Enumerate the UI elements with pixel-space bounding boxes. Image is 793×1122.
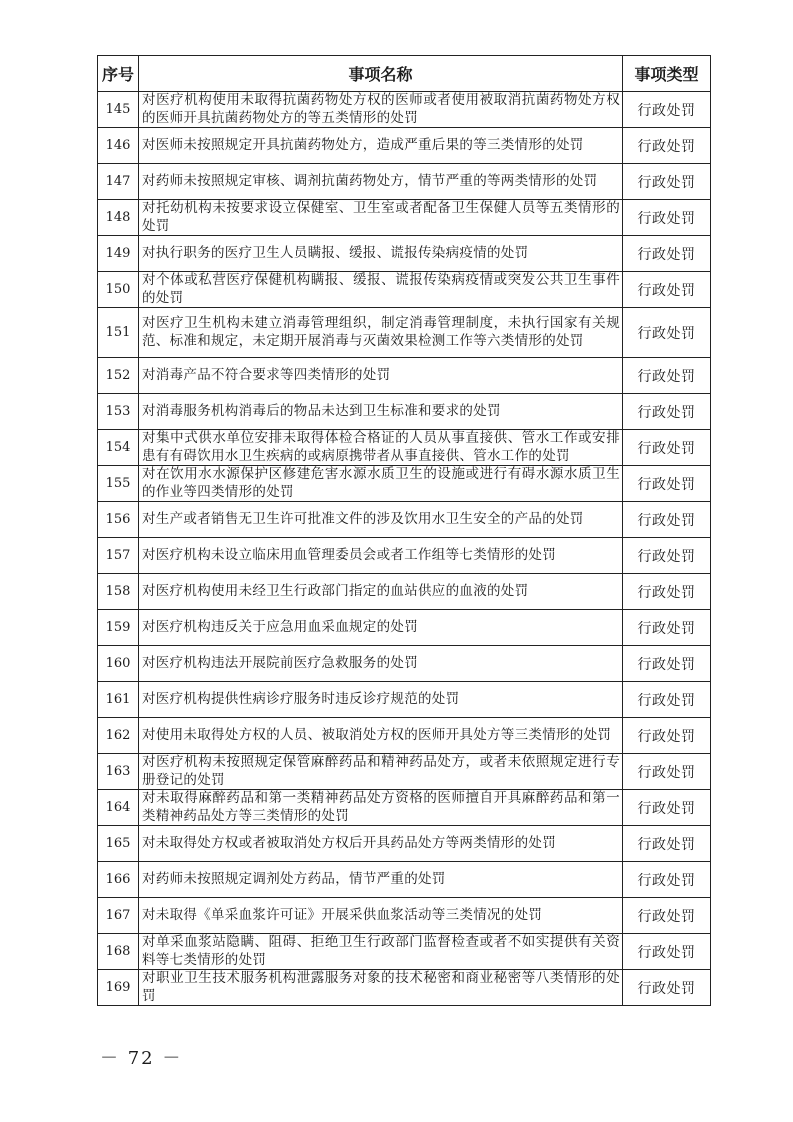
row-type: 行政处罚	[623, 934, 711, 970]
table-row	[98, 934, 711, 970]
row-number: 153	[98, 394, 139, 430]
table-row	[98, 610, 711, 646]
row-number: 163	[98, 754, 139, 790]
row-number: 168	[98, 934, 139, 970]
row-name: 对执行职务的医疗卫生人员瞒报、缓报、谎报传染病疫情的处罚	[139, 236, 623, 272]
row-type: 行政处罚	[623, 272, 711, 308]
row-type: 行政处罚	[623, 308, 711, 358]
table-row	[98, 92, 711, 128]
row-name: 对生产或者销售无卫生许可批准文件的涉及饮用水卫生安全的产品的处罚	[139, 502, 623, 538]
row-type: 行政处罚	[623, 682, 711, 718]
row-name: 对药师未按照规定审核、调剂抗菌药物处方，情节严重的等两类情形的处罚	[139, 164, 623, 200]
row-type: 行政处罚	[623, 128, 711, 164]
row-name: 对使用未取得处方权的人员、被取消处方权的医师开具处方等三类情形的处罚	[139, 718, 623, 754]
row-type: 行政处罚	[623, 646, 711, 682]
header-number: 序号	[98, 56, 139, 92]
row-number: 145	[98, 92, 139, 128]
row-type: 行政处罚	[623, 164, 711, 200]
table-row	[98, 308, 711, 358]
row-type: 行政处罚	[623, 538, 711, 574]
row-name: 对医疗机构违反关于应急用血采血规定的处罚	[139, 610, 623, 646]
row-number: 167	[98, 898, 139, 934]
table-row	[98, 646, 711, 682]
row-type: 行政处罚	[623, 236, 711, 272]
row-number: 146	[98, 128, 139, 164]
row-number: 162	[98, 718, 139, 754]
row-name: 对消毒产品不符合要求等四类情形的处罚	[139, 358, 623, 394]
row-name: 对医疗机构提供性病诊疗服务时违反诊疗规范的处罚	[139, 682, 623, 718]
row-name: 对医疗机构未按照规定保管麻醉药品和精神药品处方，或者未依照规定进行专册登记的处罚	[139, 754, 623, 790]
row-name: 对医疗机构违法开展院前医疗急救服务的处罚	[139, 646, 623, 682]
table-body	[98, 92, 711, 1006]
table-row	[98, 898, 711, 934]
row-number: 147	[98, 164, 139, 200]
row-name: 对未取得麻醉药品和第一类精神药品处方资格的医师擅自开具麻醉药品和第一类精神药品处方等三类情形的处罚	[139, 790, 623, 826]
items-table	[97, 55, 711, 1006]
row-number: 169	[98, 970, 139, 1006]
row-type: 行政处罚	[623, 574, 711, 610]
row-number: 165	[98, 826, 139, 862]
table-row	[98, 826, 711, 862]
row-number: 157	[98, 538, 139, 574]
table-row	[98, 538, 711, 574]
table-row	[98, 358, 711, 394]
row-number: 151	[98, 308, 139, 358]
row-type: 行政处罚	[623, 862, 711, 898]
table-row	[98, 164, 711, 200]
row-type: 行政处罚	[623, 430, 711, 466]
row-number: 158	[98, 574, 139, 610]
row-name: 对未取得《单采血浆许可证》开展采供血浆活动等三类情况的处罚	[139, 898, 623, 934]
table-row	[98, 970, 711, 1006]
row-type: 行政处罚	[623, 826, 711, 862]
table-row	[98, 862, 711, 898]
row-type: 行政处罚	[623, 394, 711, 430]
row-number: 149	[98, 236, 139, 272]
row-number: 160	[98, 646, 139, 682]
row-type: 行政处罚	[623, 358, 711, 394]
row-name: 对医疗机构使用未取得抗菌药物处方权的医师或者使用被取消抗菌药物处方权的医师开具抗菌药物处方的等五类情形的处罚	[139, 92, 623, 128]
table-row	[98, 466, 711, 502]
table-row	[98, 502, 711, 538]
row-number: 159	[98, 610, 139, 646]
row-name: 对个体或私营医疗保健机构瞒报、缓报、谎报传染病疫情或突发公共卫生事件的处罚	[139, 272, 623, 308]
table-row	[98, 128, 711, 164]
row-number: 152	[98, 358, 139, 394]
table-row	[98, 718, 711, 754]
row-name: 对药师未按照规定调剂处方药品，情节严重的处罚	[139, 862, 623, 898]
row-type: 行政处罚	[623, 466, 711, 502]
table-row	[98, 200, 711, 236]
row-number: 156	[98, 502, 139, 538]
table-row	[98, 754, 711, 790]
table-row	[98, 682, 711, 718]
row-name: 对医师未按照规定开具抗菌药物处方，造成严重后果的等三类情形的处罚	[139, 128, 623, 164]
row-number: 166	[98, 862, 139, 898]
header-type: 事项类型	[623, 56, 711, 92]
row-name: 对集中式供水单位安排未取得体检合格证的人员从事直接供、管水工作或安排患有有碍饮用水卫生疾病的或病原携带者从事直接供、管水工作的处罚	[139, 430, 623, 466]
row-type: 行政处罚	[623, 754, 711, 790]
row-name: 对医疗机构使用未经卫生行政部门指定的血站供应的血液的处罚	[139, 574, 623, 610]
page-number: － 72 －	[100, 1048, 183, 1069]
table-row	[98, 574, 711, 610]
row-name: 对单采血浆站隐瞒、阻碍、拒绝卫生行政部门监督检查或者不如实提供有关资料等七类情形的处罚	[139, 934, 623, 970]
row-type: 行政处罚	[623, 790, 711, 826]
table-row	[98, 430, 711, 466]
row-number: 154	[98, 430, 139, 466]
table-row	[98, 272, 711, 308]
row-type: 行政处罚	[623, 502, 711, 538]
row-number: 150	[98, 272, 139, 308]
row-name: 对消毒服务机构消毒后的物品未达到卫生标准和要求的处罚	[139, 394, 623, 430]
table-header-row	[98, 56, 711, 92]
row-name: 对医疗机构未设立临床用血管理委员会或者工作组等七类情形的处罚	[139, 538, 623, 574]
row-type: 行政处罚	[623, 610, 711, 646]
table-row	[98, 394, 711, 430]
row-name: 对职业卫生技术服务机构泄露服务对象的技术秘密和商业秘密等八类情形的处罚	[139, 970, 623, 1006]
row-number: 155	[98, 466, 139, 502]
row-type: 行政处罚	[623, 970, 711, 1006]
table-row	[98, 236, 711, 272]
row-type: 行政处罚	[623, 718, 711, 754]
row-type: 行政处罚	[623, 92, 711, 128]
header-name: 事项名称	[139, 56, 623, 92]
row-name: 对在饮用水水源保护区修建危害水源水质卫生的设施或进行有碍水源水质卫生的作业等四类情形的处罚	[139, 466, 623, 502]
row-number: 161	[98, 682, 139, 718]
row-name: 对未取得处方权或者被取消处方权后开具药品处方等两类情形的处罚	[139, 826, 623, 862]
row-number: 148	[98, 200, 139, 236]
row-type: 行政处罚	[623, 898, 711, 934]
row-name: 对医疗卫生机构未建立消毒管理组织，制定消毒管理制度，未执行国家有关规范、标准和规定，未定期开展消毒与灭菌效果检测工作等六类情形的处罚	[139, 308, 623, 358]
row-type: 行政处罚	[623, 200, 711, 236]
table-row	[98, 790, 711, 826]
row-name: 对托幼机构未按要求设立保健室、卫生室或者配备卫生保健人员等五类情形的处罚	[139, 200, 623, 236]
row-number: 164	[98, 790, 139, 826]
